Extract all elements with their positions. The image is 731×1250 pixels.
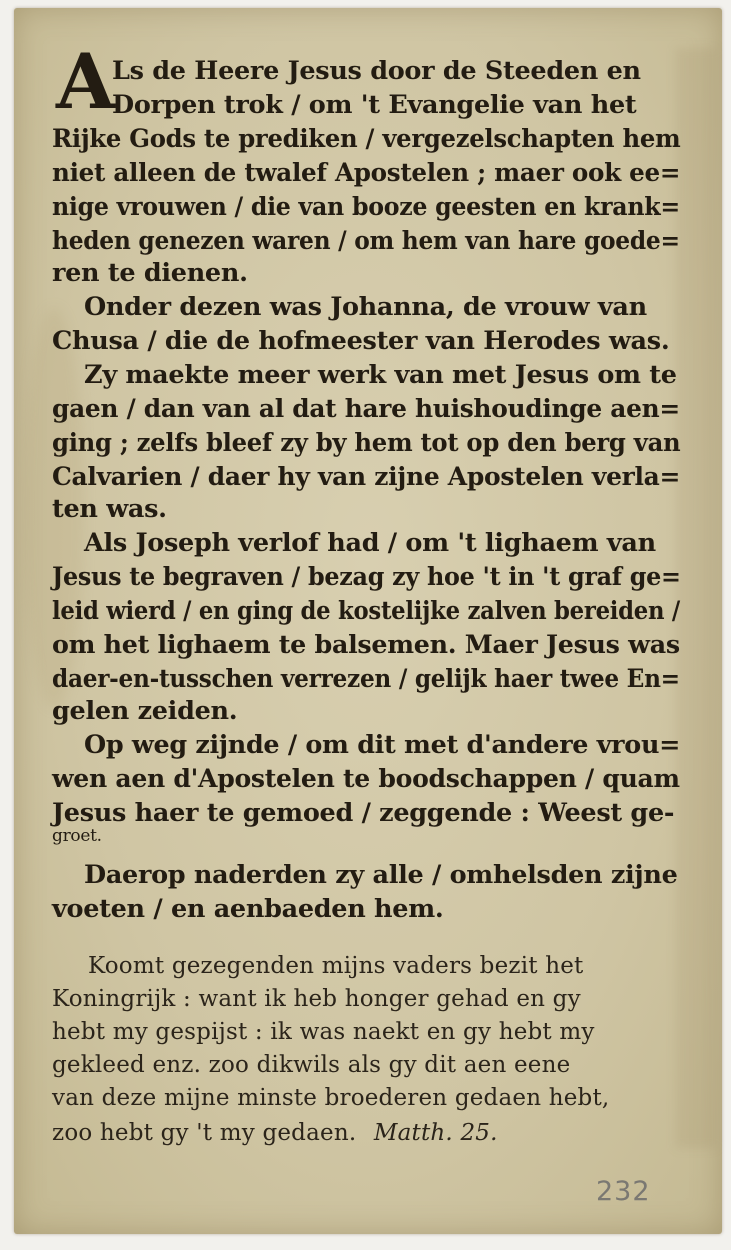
text-line: Daerop naderden zy alle / omhelsden zijne: [84, 860, 678, 890]
text-line: Op weg zijnde / om dit met d'andere vrou=: [84, 730, 681, 760]
drop-cap: A: [56, 37, 115, 126]
bible-citation: Matth. 25.: [373, 1120, 498, 1146]
text-line: daer-en-tusschen verrezen / gelijk haer twee En=: [52, 664, 680, 694]
quote-line: gekleed enz. zoo dikwils als gy dit aen eene: [52, 1052, 571, 1078]
text-line: ren te dienen.: [52, 258, 248, 288]
text-line: voeten / en aenbaeden hem.: [52, 894, 444, 924]
text-line: Calvarien / daer hy van zijne Apostelen verla=: [52, 462, 681, 492]
text-line: leid wierd / en ging de kostelijke zalven bereiden /: [52, 596, 680, 626]
text-line: Chusa / die de hofmeester van Herodes was.: [52, 326, 670, 356]
quote-line: van deze mijne minste broederen gedaen hebt,: [52, 1085, 610, 1111]
paper-stain: [676, 48, 716, 1148]
text-line: Rijke Gods te prediken / vergezelschapten hem: [52, 124, 681, 154]
text-line: Jesus te begraven / bezag zy hoe 't in 't graf ge=: [52, 562, 681, 592]
text-line: heden genezen waren / om hem van hare goede=: [52, 226, 680, 256]
text-line: Ls de Heere Jesus door de Steeden en: [112, 56, 641, 86]
quote-line: Koningrijk : want ik heb honger gehad en gy: [52, 986, 581, 1012]
quote-line: [52, 1120, 498, 1146]
text-line: Als Joseph verlof had / om 't lighaem van: [84, 528, 656, 558]
text-line: ten was.: [52, 494, 167, 524]
quote-line-text: zoo hebt gy 't my gedaen.: [52, 1120, 357, 1146]
quote-line: hebt my gespijst : ik was naekt en gy hebt my: [52, 1019, 595, 1045]
text-line: Zy maekte meer werk van met Jesus om te: [84, 360, 677, 390]
text-line: gaen / dan van al dat hare huishoudinge aen=: [52, 394, 680, 424]
text-line: Jesus haer te gemoed / zeggende : Weest ge-: [52, 798, 675, 828]
page-number: 232: [596, 1176, 651, 1207]
text-line: niet alleen de twalef Apostelen ; maer ook ee=: [52, 158, 681, 188]
text-line: ging ; zelfs bleef zy by hem tot op den berg van: [52, 428, 681, 458]
text-line: groet.: [52, 826, 102, 846]
text-line: gelen zeiden.: [52, 696, 238, 726]
text-line: nige vrouwen / die van booze geesten en krank=: [52, 192, 680, 222]
text-line: om het lighaem te balsemen. Maer Jesus was: [52, 630, 680, 660]
text-line: wen aen d'Apostelen te boodschappen / quam: [52, 764, 680, 794]
text-line: Onder dezen was Johanna, de vrouw van: [84, 292, 647, 322]
text-line: Dorpen trok / om 't Evangelie van het: [112, 90, 637, 120]
quote-line: Koomt gezegenden mijns vaders bezit het: [88, 953, 584, 979]
